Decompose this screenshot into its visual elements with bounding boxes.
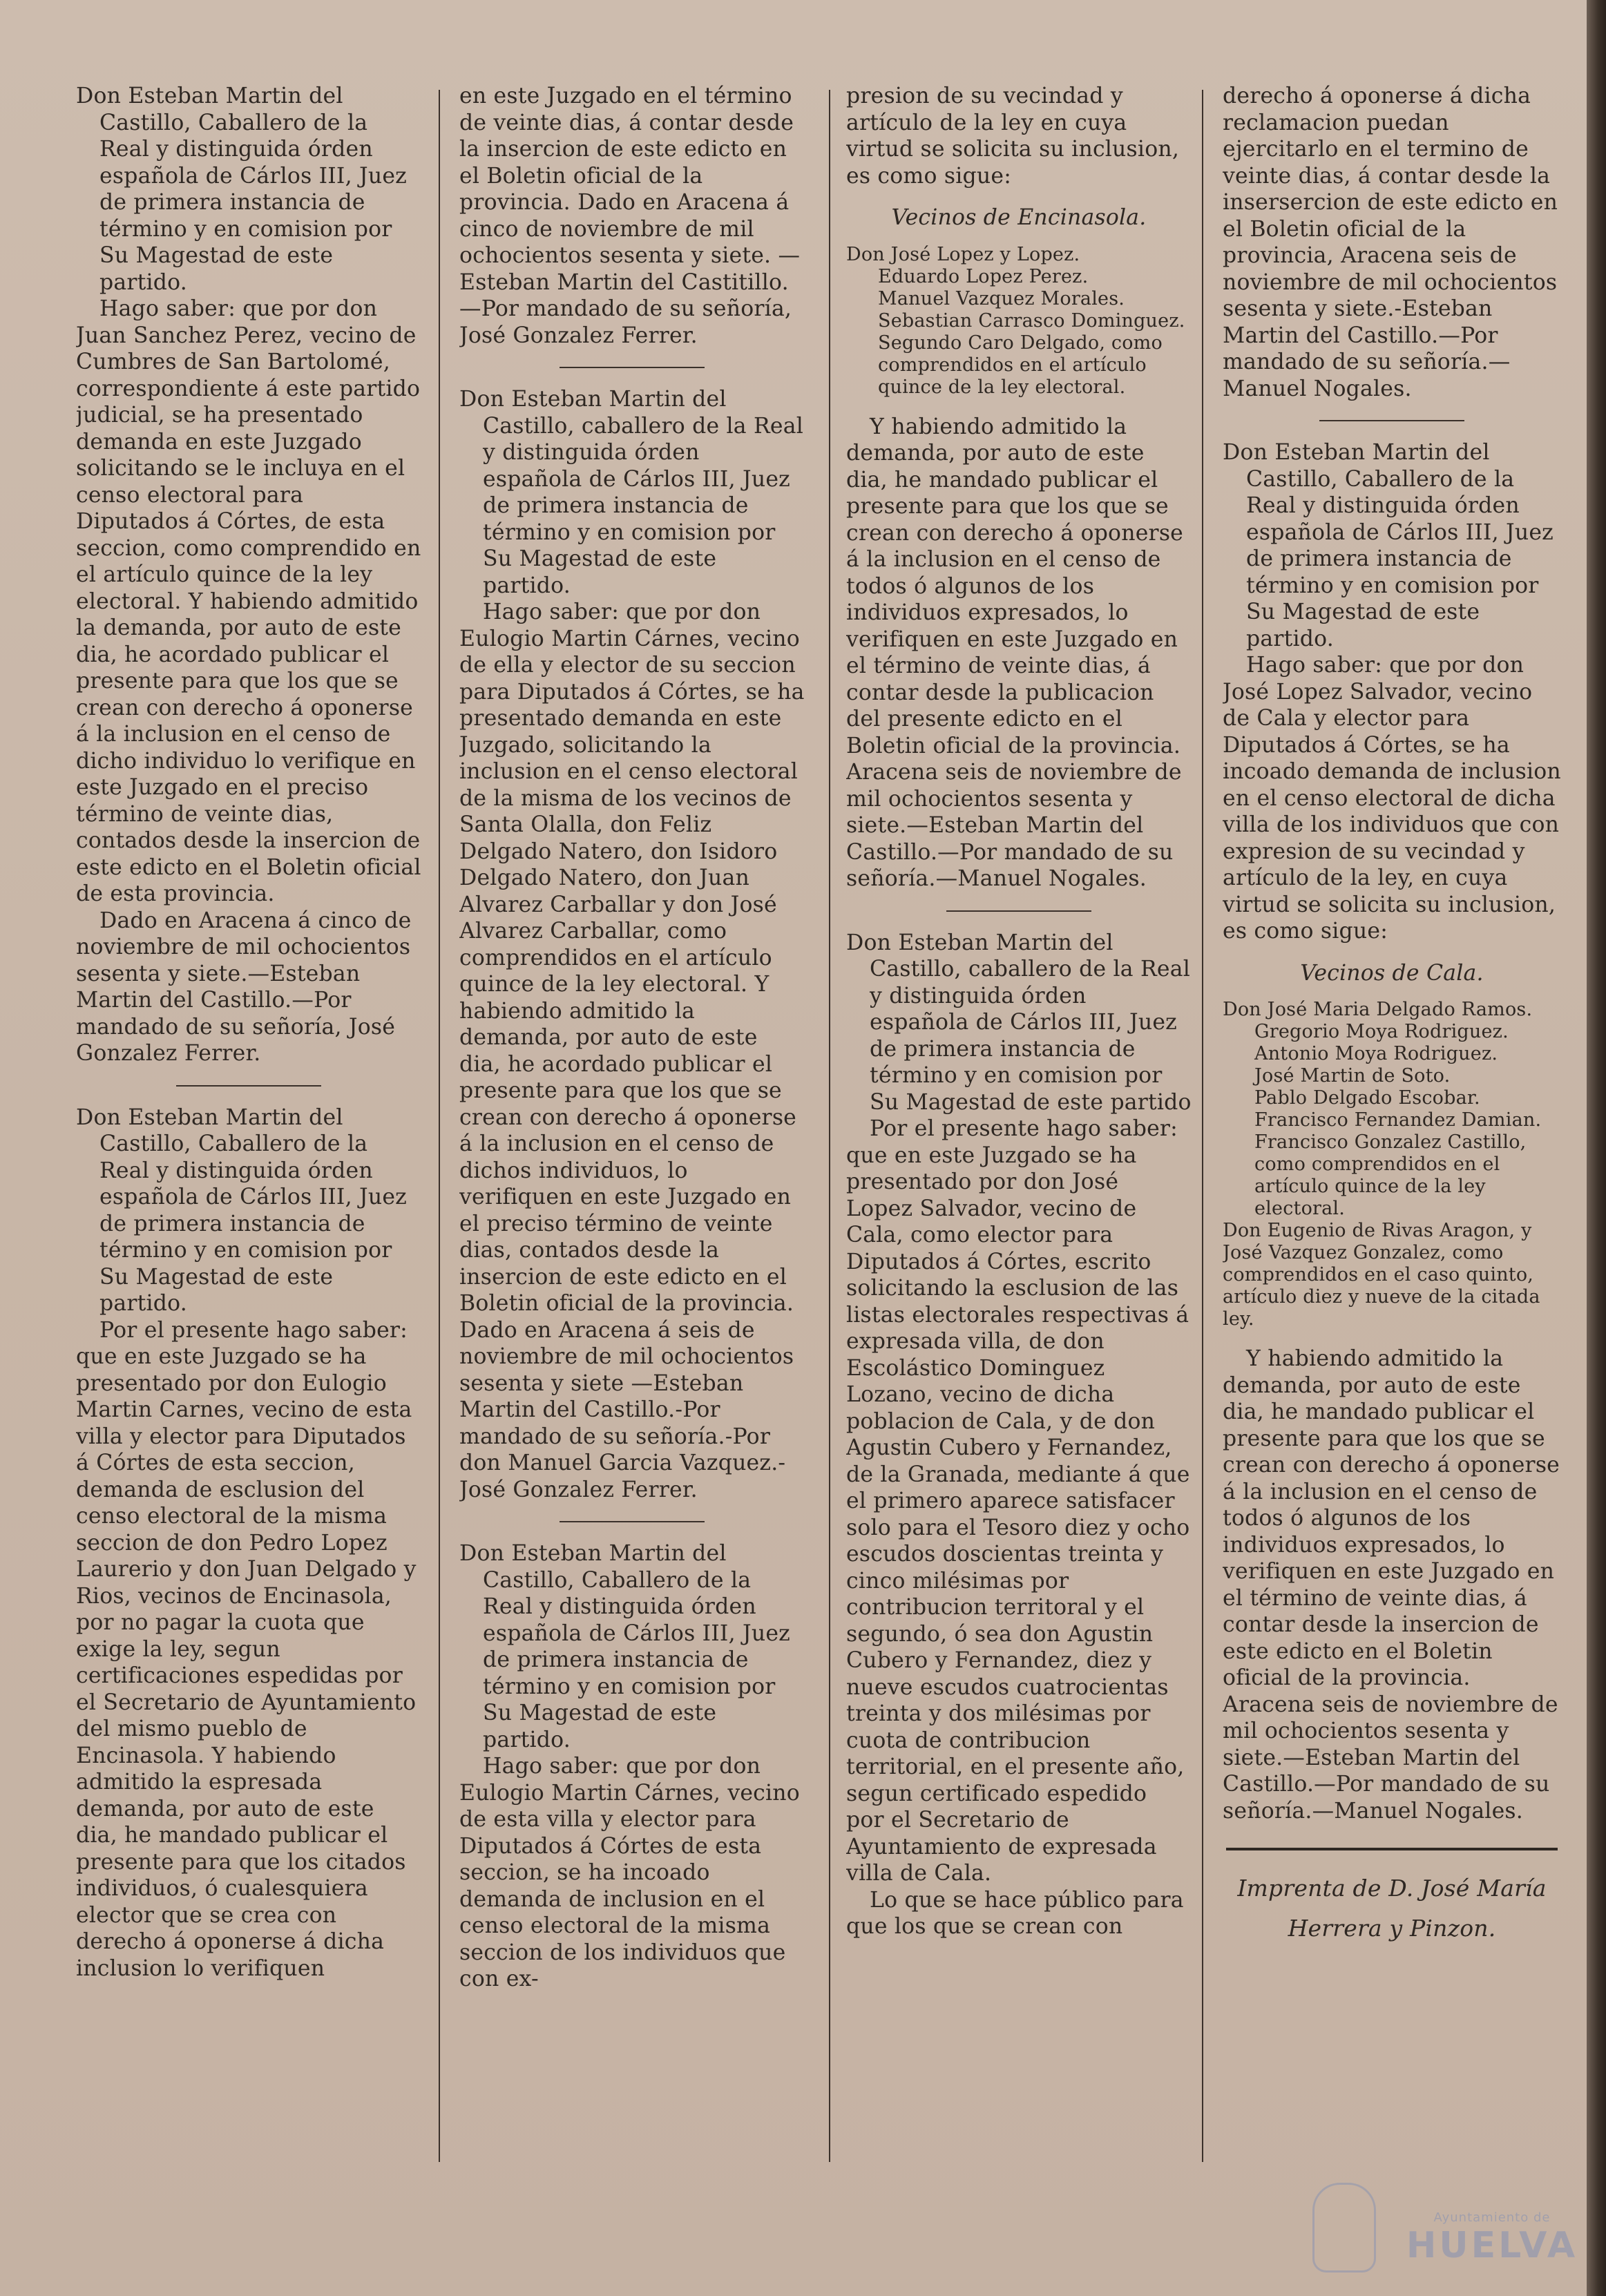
edict	[459, 1540, 805, 1993]
edict-body: Por el presente hago saber: que en este Juzgado se ha presentado por don Eulogio Martin Carnes, vecino de esta villa y elector para Diputados á Córtes de esta seccion, demanda de esclusion del censo electoral de la misma seccion de don Pedro Lopez Laurerio y don Juan Delgado y Rios, vecinos de Encinasola, por no pagar la cuota que exige la ley, segun certificaciones espedidas por el Secretario de Ayuntamiento del mismo pueblo de Encinasola. Y habiendo admitido la espresada demanda, por auto de este dia, he mandado publicar el presente para que los citados individuos, ó cualesquiera elector que se crea con derecho á oponerse á dicha inclusion lo verifiquen	[76, 1317, 417, 1981]
list-item: José Martin de Soto.	[1254, 1065, 1451, 1087]
edict-body: en este Juzgado en el término de veinte dias, á contar desde la insercion de este edicto en el Boletin oficial de la provincia. Dado en Aracena á cinco de noviembre de mil ochocientos sesenta y siete. —Esteban Martin del Castitillo.—Por mandado de su señoría, José Gonzalez Ferrer.	[459, 84, 801, 348]
column-rule	[1202, 90, 1203, 2162]
list-item: Francisco Fernandez Damian.	[1254, 1109, 1542, 1131]
separator-rule	[1319, 420, 1464, 421]
separator-rule	[946, 910, 1091, 912]
edict-heading: Don Esteban Martin del Castillo, Caballero de la Real y distinguida órden española de Cárlos III, Juez de primera instancia de término y en comision por Su Magestad de este partido.	[1223, 440, 1554, 651]
edict-body: Hago saber: que por don Eulogio Martin Cárnes, vecino de ella y elector de su seccion para Diputados á Córtes, se ha presentado demanda en este Juzgado, solicitando la inclusion en el censo electoral de la misma de los vecinos de Santa Olalla, don Feliz Delgado Natero, don Isidoro Delgado Natero, don Juan Alvarez Carballar y don José Alvarez Carballar, como comprendidos en el artículo quince de la ley electoral. Y habiendo admitido la demanda, por auto de este dia, he acordado publicar el presente para que los que se crean con derecho á oponerse á la inclusion en el censo de dichos individuos, lo verifiquen en este Juzgado en el preciso término de veinte dias, contados desde la insercion de este edicto en el Boletin oficial de la provincia. Dado en Aracena á seis de noviembre de mil ochocientos sesenta y siete —Esteban Martin del Castillo.-Por mandado de su señoría.-Por don Manuel Garcia Vazquez.-José Gonzalez Ferrer.	[459, 600, 805, 1502]
column-rule	[829, 90, 830, 2162]
edict-continuation	[1223, 1346, 1561, 1824]
edict-continuation	[459, 83, 805, 349]
list-item: Don José Maria Delgado Ramos.	[1223, 999, 1533, 1020]
edict-body: Lo que se hace público para que los que se crean con	[846, 1887, 1184, 1939]
column-3	[846, 83, 1192, 2279]
name-list	[1223, 999, 1561, 1330]
name-list	[846, 244, 1192, 399]
list-heading: Vecinos de Cala.	[1300, 960, 1484, 986]
edict-heading: Don Esteban Martin del Castillo, Caballero de la Real y distinguida órden española de Cárlos III, Juez de primera instancia de término y en comision por Su Magestad de este partido.	[76, 1104, 407, 1316]
imprint-line: Imprenta de D. José María	[1237, 1875, 1547, 1902]
edict-continuation	[1223, 83, 1561, 402]
list-item: Sebastian Carrasco Dominguez.	[878, 309, 1185, 332]
edict-continuation	[846, 83, 1192, 189]
column-1	[76, 83, 421, 2279]
list-heading: Vecinos de Encinasola.	[891, 205, 1147, 230]
column-4	[1223, 83, 1561, 2279]
edict-heading: Don Esteban Martin del Castillo, Caballero de la Real y distinguida órden española de Cárlos III, Juez de primera instancia de término y en comision por Su Magestad de este partido.	[459, 1541, 790, 1752]
column-2	[459, 83, 805, 2279]
edict-heading: Don Esteban Martin del Castillo, caballero de la Real y distinguida órden española de Cárlos III, Juez de primera instancia de término y en comision por Su Magestad de este partido.	[459, 387, 804, 598]
watermark-line: HUELVA	[1406, 2225, 1578, 2266]
edict-body: presion de su vecindad y artículo de la ley en cuya virtud se solicita su inclusion, es como sigue:	[846, 84, 1180, 189]
edict	[76, 1104, 421, 1982]
list-item: Antonio Moya Rodriguez.	[1254, 1043, 1498, 1064]
closing-rule	[1226, 1848, 1558, 1850]
edict-body: Hago saber: que por don Juan Sanchez Perez, vecino de Cumbres de San Bartolomé, correspondiente á este partido judicial, se ha presentado demanda en este Juzgado solicitando se le incluya en el censo electoral para Diputados á Córtes, de esta seccion, como comprendido en el artículo quince de la ley electoral. Y habiendo admitido la demanda, por auto de este dia, he acordado publicar el presente para que los que se crean con derecho á oponerse á la inclusion en el censo de dicho individuo lo verifique en este Juzgado en el preciso término de veinte dias, contados desde la insercion de este edicto en el Boletin oficial de esta provincia.	[76, 296, 421, 906]
edict-heading: Don Esteban Martin del Castillo, Caballero de la Real y distinguida órden española de Cárlos III, Juez de primera instancia de término y en comision por Su Magestad de este partido.	[76, 84, 407, 295]
imprint-line: Herrera y Pinzon.	[1288, 1915, 1496, 1942]
edict-body: Y habiendo admitido la demanda, por auto de este dia, he mandado publicar el presente para que los que se crean con derecho á oponerse á la inclusion en el censo de todos ó algunos de los individuos expresados, lo verifiquen en este Juzgado en el término de veinte dias, á contar desde la insercion de este edicto en el Boletin oficial de la provincia. Aracena seis de noviembre de mil ochocientos sesenta y siete.—Esteban Martin del Castillo.—Por mandado de su señoría.—Manuel Nogales.	[1223, 1346, 1560, 1824]
watermark-line: Ayuntamiento de	[1433, 2210, 1551, 2225]
separator-rule	[560, 367, 705, 368]
edict-body: derecho á oponerse á dicha reclamacion puedan ejercitarlo en el termino de veinte dias, á contar desde la insersercion de este edicto en el Boletin oficial de la provincia, Aracena seis de noviembre de mil ochocientos sesenta y siete.-Esteban Martin del Castillo.—Por mandado de su señoría.—Manuel Nogales.	[1223, 84, 1558, 401]
list-item: Don Eugenio de Rivas Aragon, y José Vazquez Gonzalez, como comprendidos en el caso quinto, artículo diez y nueve de la citada ley.	[1223, 1220, 1540, 1330]
list-item: Don José Lopez y Lopez.	[846, 243, 1080, 265]
list-item: Eduardo Lopez Perez.	[878, 265, 1089, 287]
edict-heading: Don Esteban Martin del Castillo, caballero de la Real y distinguida órden española de Cárlos III, Juez de primera instancia de término y en comision por Su Magestad de este partido	[846, 930, 1192, 1115]
list-item: Manuel Vazquez Morales.	[878, 287, 1125, 309]
separator-rule	[560, 1521, 705, 1522]
list-item: Gregorio Moya Rodriguez.	[1254, 1021, 1509, 1042]
edict-body: Por el presente hago saber: que en este Juzgado se ha presentado por don José Lopez Salvador, vecino de Cala, como elector para Diputados á Córtes, escrito solicitando la esclusion de las listas electorales respectivas á expresada villa, de don Escolástico Dominguez Lozano, vecino de dicha poblacion de Cala, y de don Agustin Cubero y Fernandez, de la Granada, mediante á que el primero aparece satisfacer solo para el Tesoro diez y ocho escudos doscientas treinta y cinco milésimas por contribucion territoral y el segundo, ó sea don Agustin Cubero y Fernandez, diez y nueve escudos cuatrocientas treinta y dos milésimas por cuota de contribucion territorial, en el presente año, segun certificado espedido por el Secretario de Ayuntamiento de expresada villa de Cala.	[846, 1116, 1190, 1886]
city-seal-icon	[1312, 2183, 1376, 2273]
list-item: Francisco Gonzalez Castillo, como comprendidos en el artículo quince de la ley electoral.	[1254, 1131, 1527, 1219]
edict-continuation	[846, 414, 1192, 892]
printer-imprint	[1223, 1868, 1561, 1949]
edict-body: Hago saber: que por don José Lopez Salvador, vecino de Cala y elector para Diputados á Córtes, se ha incoado demanda de inclusion en el censo electoral de dicha villa de los individuos que con expresion de su vecindad y artículo de la ley, en cuya virtud se solicita su inclusion, es como sigue:	[1223, 653, 1561, 944]
edict	[846, 930, 1192, 1940]
edict-body: Hago saber: que por don Eulogio Martin Cárnes, vecino de esta villa y elector para Diputados á Córtes de esta seccion, se ha incoado demanda de inclusion en el censo electoral de la misma seccion de los individuos que con ex-	[459, 1754, 800, 1991]
list-item: Pablo Delgado Escobar.	[1254, 1087, 1480, 1109]
edict	[76, 83, 421, 1067]
edict-signature: Dado en Aracena á cinco de noviembre de mil ochocientos sesenta y siete.—Esteban Martin del Castillo.—Por mandado de su señoría, José Gonzalez Ferrer.	[76, 908, 412, 1066]
separator-rule	[176, 1085, 321, 1087]
column-rule	[439, 90, 440, 2162]
edict	[1223, 439, 1561, 945]
page-edge	[1587, 0, 1606, 2296]
archive-watermark	[1388, 2210, 1596, 2266]
edict-body: Y habiendo admitido la demanda, por auto de este dia, he mandado publicar el presente para que los que se crean con derecho á oponerse á la inclusion en el censo de todos ó algunos de los individuos expresados, lo verifiquen en este Juzgado en el término de veinte dias, á contar desde la publicacion del presente edicto en el Boletin oficial de la provincia. Aracena seis de noviembre de mil ochocientos sesenta y siete.—Esteban Martin del Castillo.—Por mandado de su señoría.—Manuel Nogales.	[846, 414, 1184, 891]
edict	[459, 386, 805, 1503]
list-item: Segundo Caro Delgado, como comprendidos en el artículo quince de la ley electoral.	[878, 332, 1163, 398]
